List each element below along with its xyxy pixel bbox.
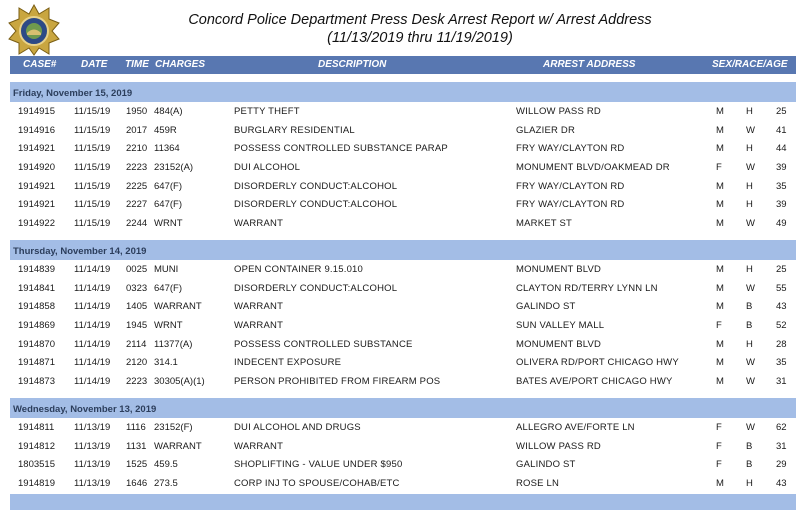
column-header-bar bbox=[10, 56, 796, 74]
table-row bbox=[10, 102, 796, 121]
report-title: Concord Police Department Press Desk Arrest Report w/ Arrest Address bbox=[188, 12, 652, 28]
charge-code: 11377(A) bbox=[154, 338, 193, 350]
case-number: 1803515 bbox=[18, 459, 55, 471]
arrest-date: 11/14/19 bbox=[74, 301, 111, 313]
race: H bbox=[746, 180, 753, 192]
arrest-address: GALINDO ST bbox=[516, 459, 576, 471]
charge-code: WARRANT bbox=[154, 301, 202, 313]
charge-description: PERSON PROHIBITED FROM FIREARM POS bbox=[234, 376, 441, 388]
table-row bbox=[10, 353, 796, 372]
charge-code: 273.5 bbox=[154, 478, 178, 490]
case-number: 1914811 bbox=[18, 422, 55, 433]
table-row bbox=[10, 214, 796, 233]
arrest-address: MONUMENT BLVD/OAKMEAD DR bbox=[516, 162, 670, 174]
arrest-time: 2120 bbox=[126, 357, 148, 369]
table-row bbox=[10, 158, 796, 177]
age: 41 bbox=[776, 124, 787, 136]
col-charges: CHARGES bbox=[155, 59, 206, 70]
sex: M bbox=[716, 264, 724, 275]
sex: F bbox=[716, 459, 722, 471]
table-row bbox=[10, 372, 796, 391]
case-number: 1914858 bbox=[18, 301, 55, 313]
arrest-time: 2223 bbox=[126, 376, 148, 388]
charge-description: INDECENT EXPOSURE bbox=[234, 357, 342, 369]
date-group-label: Wednesday, November 13, 2019 bbox=[13, 404, 157, 415]
age: 39 bbox=[776, 162, 787, 174]
arrest-date: 11/14/19 bbox=[74, 376, 111, 388]
charge-description: DISORDERLY CONDUCT:ALCOHOL bbox=[234, 199, 398, 211]
sex: M bbox=[716, 282, 724, 294]
col-case: CASE# bbox=[23, 59, 57, 70]
age: 28 bbox=[776, 338, 787, 350]
arrest-date: 11/13/19 bbox=[74, 440, 111, 452]
arrest-time: 2114 bbox=[126, 338, 147, 350]
col-sex-race-age: SEX/RACE/AGE bbox=[712, 59, 788, 70]
arrest-date: 11/14/19 bbox=[74, 282, 111, 294]
arrest-time: 0025 bbox=[126, 264, 148, 275]
charge-description: DUI ALCOHOL AND DRUGS bbox=[234, 422, 361, 433]
group-rows bbox=[10, 260, 796, 391]
charge-code: WRNT bbox=[154, 218, 183, 230]
arrest-date: 11/14/19 bbox=[74, 320, 111, 332]
age: 31 bbox=[776, 440, 787, 452]
arrest-date: 11/15/19 bbox=[74, 106, 111, 117]
charge-description: PETTY THEFT bbox=[234, 106, 300, 117]
sex: F bbox=[716, 320, 722, 332]
charge-code: WRNT bbox=[154, 320, 183, 332]
age: 62 bbox=[776, 422, 787, 433]
arrest-date: 11/15/19 bbox=[74, 143, 111, 155]
sex: M bbox=[716, 124, 724, 136]
case-number: 1914915 bbox=[18, 106, 55, 117]
arrest-date: 11/15/19 bbox=[74, 124, 111, 136]
age: 43 bbox=[776, 301, 787, 313]
arrest-address: ROSE LN bbox=[516, 478, 560, 490]
age: 31 bbox=[776, 376, 787, 388]
race: W bbox=[746, 218, 755, 230]
sex: M bbox=[716, 106, 724, 117]
arrest-address: MARKET ST bbox=[516, 218, 572, 230]
date-group-header bbox=[10, 82, 796, 102]
arrest-time: 2017 bbox=[126, 124, 148, 136]
arrest-time: 1646 bbox=[126, 478, 148, 490]
arrest-date: 11/13/19 bbox=[74, 459, 111, 471]
age: 35 bbox=[776, 357, 787, 369]
arrest-date: 11/14/19 bbox=[74, 338, 111, 350]
charge-code: 647(F) bbox=[154, 180, 182, 192]
charge-code: 647(F) bbox=[154, 199, 182, 211]
charge-description: WARRANT bbox=[234, 218, 284, 230]
charge-code: 484(A) bbox=[154, 106, 183, 117]
arrest-time: 1131 bbox=[126, 440, 147, 452]
date-group-header bbox=[10, 240, 796, 260]
race: B bbox=[746, 320, 753, 332]
charge-code: 23152(A) bbox=[154, 162, 194, 174]
charge-code: 11364 bbox=[154, 143, 180, 155]
race: H bbox=[746, 106, 753, 117]
race: W bbox=[746, 422, 755, 433]
arrest-address: CLAYTON RD/TERRY LYNN LN bbox=[516, 282, 658, 294]
case-number: 1914869 bbox=[18, 320, 55, 332]
race: H bbox=[746, 478, 753, 490]
arrest-time: 2227 bbox=[126, 199, 148, 211]
table-row bbox=[10, 437, 796, 456]
charge-code: 23152(F) bbox=[154, 422, 193, 433]
age: 35 bbox=[776, 180, 787, 192]
table-row bbox=[10, 177, 796, 196]
sex: M bbox=[716, 143, 724, 155]
arrest-date: 11/15/19 bbox=[74, 162, 111, 174]
table-row bbox=[10, 418, 796, 437]
race: W bbox=[746, 162, 755, 174]
arrest-address: OLIVERA RD/PORT CHICAGO HWY bbox=[516, 357, 679, 369]
table-row bbox=[10, 316, 796, 335]
age: 44 bbox=[776, 143, 787, 155]
arrest-date: 11/15/19 bbox=[74, 180, 111, 192]
arrest-time: 0323 bbox=[126, 282, 148, 294]
sex: F bbox=[716, 162, 722, 174]
table-row bbox=[10, 195, 796, 214]
arrest-date: 11/15/19 bbox=[74, 199, 111, 211]
date-group-label: Thursday, November 14, 2019 bbox=[13, 246, 147, 257]
sex: M bbox=[716, 218, 724, 230]
charge-description: SHOPLIFTING - VALUE UNDER $950 bbox=[234, 459, 403, 471]
arrest-time: 2210 bbox=[126, 143, 148, 155]
age: 39 bbox=[776, 199, 787, 211]
table-row bbox=[10, 474, 796, 493]
sex: M bbox=[716, 478, 724, 490]
sex: M bbox=[716, 180, 724, 192]
case-number: 1914871 bbox=[18, 357, 55, 369]
race: W bbox=[746, 357, 755, 369]
case-number: 1914839 bbox=[18, 264, 55, 275]
arrest-address: GLAZIER DR bbox=[516, 124, 576, 136]
col-address: ARREST ADDRESS bbox=[543, 59, 636, 70]
table-row bbox=[10, 260, 796, 279]
col-date: DATE bbox=[81, 59, 108, 70]
arrest-time: 1116 bbox=[126, 422, 146, 433]
sex: M bbox=[716, 376, 724, 388]
col-description: DESCRIPTION bbox=[318, 59, 387, 70]
arrest-address: WILLOW PASS RD bbox=[516, 440, 601, 452]
age: 49 bbox=[776, 218, 787, 230]
charge-description: WARRANT bbox=[234, 320, 284, 332]
arrest-address: FRY WAY/CLAYTON RD bbox=[516, 180, 625, 192]
age: 25 bbox=[776, 106, 787, 117]
age: 52 bbox=[776, 320, 787, 332]
arrest-address: MONUMENT BLVD bbox=[516, 264, 602, 275]
arrest-address: FRY WAY/CLAYTON RD bbox=[516, 143, 625, 155]
arrest-address: ALLEGRO AVE/FORTE LN bbox=[516, 422, 635, 433]
arrest-time: 1405 bbox=[126, 301, 148, 313]
race: H bbox=[746, 143, 753, 155]
charge-code: 459R bbox=[154, 124, 177, 136]
charge-code: 459.5 bbox=[154, 459, 178, 471]
age: 25 bbox=[776, 264, 787, 275]
date-group-label: Friday, November 15, 2019 bbox=[13, 88, 133, 99]
arrest-address: WILLOW PASS RD bbox=[516, 106, 601, 117]
table-row bbox=[10, 297, 796, 316]
case-number: 1914916 bbox=[18, 124, 55, 136]
race: H bbox=[746, 199, 753, 211]
case-number: 1914841 bbox=[18, 282, 55, 294]
age: 43 bbox=[776, 478, 787, 490]
charge-description: POSSESS CONTROLLED SUBSTANCE bbox=[234, 338, 413, 350]
sex: M bbox=[716, 301, 724, 313]
charge-description: OPEN CONTAINER 9.15.010 bbox=[234, 264, 364, 275]
sex: M bbox=[716, 338, 724, 350]
arrest-address: FRY WAY/CLAYTON RD bbox=[516, 199, 625, 211]
charge-code: WARRANT bbox=[154, 440, 202, 452]
arrest-date: 11/13/19 bbox=[74, 422, 111, 433]
race: W bbox=[746, 282, 755, 294]
sex: F bbox=[716, 422, 722, 433]
table-row bbox=[10, 139, 796, 158]
arrest-date: 11/13/19 bbox=[74, 478, 111, 490]
arrest-address: MONUMENT BLVD bbox=[516, 338, 602, 350]
charge-code: 647(F) bbox=[154, 282, 182, 294]
arrest-time: 1525 bbox=[126, 459, 148, 471]
arrest-time: 1950 bbox=[126, 106, 148, 117]
charge-description: POSSESS CONTROLLED SUBSTANCE PARAP bbox=[234, 143, 448, 155]
race: W bbox=[746, 376, 755, 388]
case-number: 1914921 bbox=[18, 143, 55, 155]
arrest-address: SUN VALLEY MALL bbox=[516, 320, 605, 332]
sex: M bbox=[716, 199, 724, 211]
arrest-address: GALINDO ST bbox=[516, 301, 576, 313]
col-time: TIME bbox=[125, 59, 149, 70]
charge-description: DUI ALCOHOL bbox=[234, 162, 301, 174]
charge-code: 314.1 bbox=[154, 357, 178, 369]
case-number: 1914870 bbox=[18, 338, 55, 350]
race: H bbox=[746, 264, 753, 275]
race: H bbox=[746, 338, 753, 350]
case-number: 1914921 bbox=[18, 199, 55, 211]
table-row bbox=[10, 335, 796, 354]
charge-code: MUNI bbox=[154, 264, 179, 275]
case-number: 1914819 bbox=[18, 478, 55, 490]
table-row bbox=[10, 455, 796, 474]
arrest-address: BATES AVE/PORT CHICAGO HWY bbox=[516, 376, 673, 388]
table-row bbox=[10, 279, 796, 298]
case-number: 1914812 bbox=[18, 440, 55, 452]
date-group-header bbox=[10, 398, 796, 418]
case-number: 1914922 bbox=[18, 218, 55, 230]
race: W bbox=[746, 124, 755, 136]
charge-description: WARRANT bbox=[234, 440, 284, 452]
charge-description: BURGLARY RESIDENTIAL bbox=[234, 124, 355, 136]
age: 29 bbox=[776, 459, 787, 471]
arrest-date: 11/14/19 bbox=[74, 357, 111, 369]
charge-description: DISORDERLY CONDUCT:ALCOHOL bbox=[234, 180, 398, 192]
table-row bbox=[10, 121, 796, 140]
age: 55 bbox=[776, 282, 787, 294]
group-rows bbox=[10, 418, 796, 493]
sex: F bbox=[716, 440, 722, 452]
charge-description: CORP INJ TO SPOUSE/COHAB/ETC bbox=[234, 478, 400, 490]
arrest-time: 1945 bbox=[126, 320, 148, 332]
race: B bbox=[746, 301, 753, 313]
arrest-time: 2223 bbox=[126, 162, 148, 174]
report-date-range: (11/13/2019 thru 11/19/2019) bbox=[327, 30, 513, 46]
case-number: 1914920 bbox=[18, 162, 55, 174]
case-number: 1914873 bbox=[18, 376, 55, 388]
charge-description: WARRANT bbox=[234, 301, 284, 313]
case-number: 1914921 bbox=[18, 180, 55, 192]
police-badge-icon bbox=[8, 4, 60, 56]
charge-description: DISORDERLY CONDUCT:ALCOHOL bbox=[234, 282, 398, 294]
arrest-time: 2244 bbox=[126, 218, 148, 230]
footer-bar bbox=[10, 494, 796, 510]
arrest-time: 2225 bbox=[126, 180, 148, 192]
sex: M bbox=[716, 357, 724, 369]
arrest-date: 11/15/19 bbox=[74, 218, 111, 230]
charge-code: 30305(A)(1) bbox=[154, 376, 205, 388]
group-rows bbox=[10, 102, 796, 233]
race: B bbox=[746, 440, 753, 452]
race: B bbox=[746, 459, 753, 471]
arrest-date: 11/14/19 bbox=[74, 264, 111, 275]
